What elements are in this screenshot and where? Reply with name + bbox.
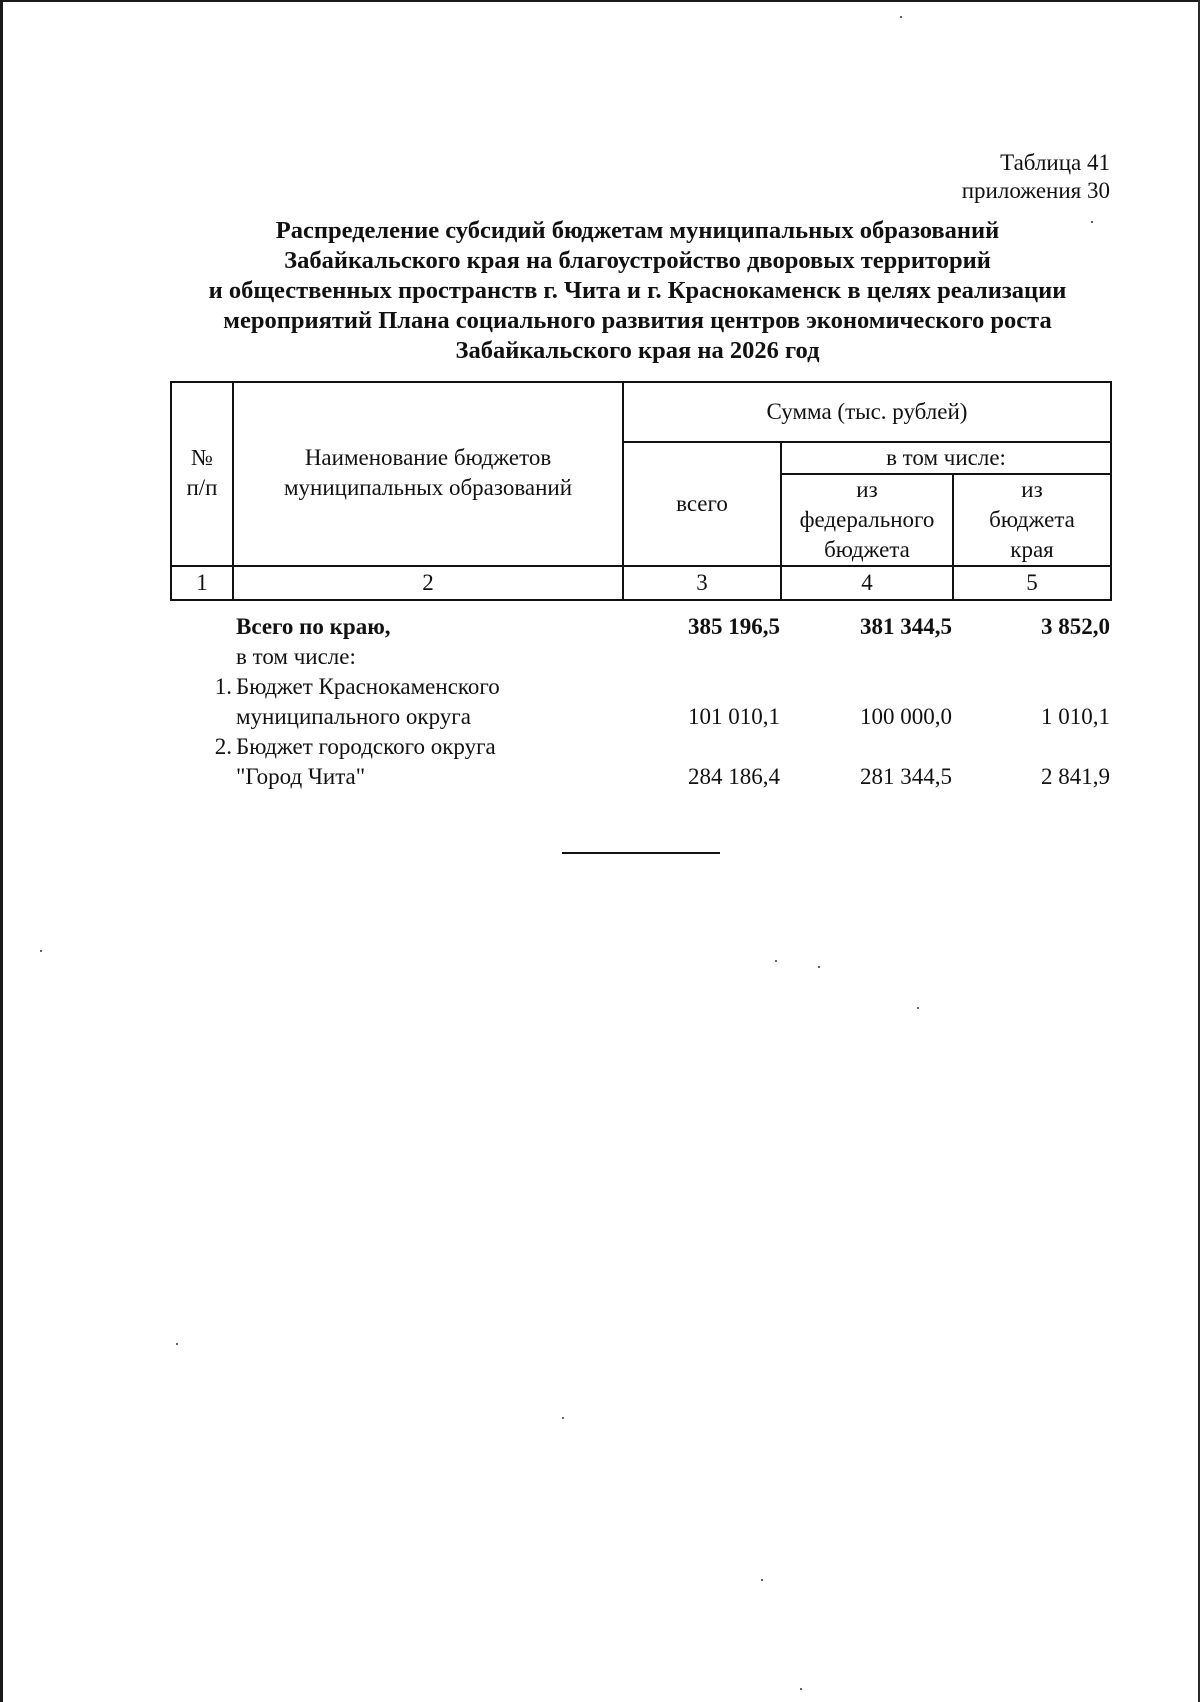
header-federal-line: бюджета — [824, 537, 910, 562]
row-regional: 2 841,9 — [1041, 764, 1110, 789]
scan-speck — [761, 1579, 763, 1581]
row-name-line: "Город Чита" — [236, 764, 366, 789]
header-total-cell: всего — [623, 442, 781, 566]
scan-speck — [900, 16, 902, 18]
title-line: мероприятий Плана социального развития центров экономического роста — [223, 307, 1052, 334]
column-number: 1 — [171, 566, 233, 600]
table-body — [170, 612, 1112, 792]
row-regional: 1 010,1 — [1041, 704, 1110, 729]
title-line: Забайкальского края на благоустройство дворовых территорий — [284, 247, 991, 274]
scan-speck — [818, 966, 820, 968]
title-line: Забайкальского края на 2026 год — [455, 337, 820, 364]
header-regional-line: бюджета — [989, 507, 1075, 532]
scan-speck — [800, 1688, 802, 1690]
end-divider — [562, 852, 720, 854]
including-row — [170, 642, 1112, 672]
row-number: 1. — [214, 674, 232, 699]
total-federal: 381 344,5 — [860, 614, 952, 639]
row-name-line: Бюджет городского округа — [236, 734, 496, 759]
appendix-number: приложения 30 — [961, 178, 1110, 203]
column-number: 3 — [623, 566, 781, 600]
document-title — [170, 216, 1105, 366]
table-number: Таблица 41 — [1000, 150, 1110, 175]
header-sum-cell: Сумма (тыс. рублей) — [623, 382, 1111, 442]
scan-speck — [40, 950, 42, 952]
header-name-line: муниципальных образований — [283, 475, 573, 500]
total-sum: 385 196,5 — [688, 614, 780, 639]
table-row — [170, 702, 1112, 732]
total-regional: 3 852,0 — [1041, 614, 1110, 639]
row-total: 101 010,1 — [688, 704, 780, 729]
column-number: 2 — [233, 566, 623, 600]
table-row — [170, 672, 1112, 702]
total-label: Всего по краю, — [236, 614, 391, 639]
scan-speck — [562, 1417, 564, 1419]
header-including-cell: в том числе: — [781, 442, 1111, 474]
scan-edge-top — [0, 0, 1200, 2]
header-name-cell — [233, 382, 623, 566]
table-row — [170, 762, 1112, 792]
header-regional-line: из — [1021, 477, 1043, 502]
title-line: и общественных пространств г. Чита и г. Краснокаменск в целях реализации — [208, 277, 1067, 304]
row-total: 284 186,4 — [688, 764, 780, 789]
header-regional-cell — [953, 474, 1111, 566]
header-name-line: Наименование бюджетов — [304, 445, 552, 470]
row-name-line: Бюджет Краснокаменского — [236, 674, 500, 699]
table-header — [170, 381, 1112, 601]
table-row — [170, 732, 1112, 762]
header-regional-line: края — [1010, 537, 1054, 562]
column-number: 5 — [953, 566, 1111, 600]
scan-speck — [775, 960, 777, 962]
scan-speck — [176, 1343, 178, 1345]
row-name-line: муниципального округа — [236, 704, 471, 729]
scan-speck — [1091, 221, 1093, 223]
total-row — [170, 612, 1112, 642]
header-federal-line: из — [856, 477, 878, 502]
scan-edge-left — [0, 0, 3, 1702]
header-federal-line: федерального — [799, 507, 935, 532]
row-federal: 281 344,5 — [860, 764, 952, 789]
scan-speck — [917, 1007, 919, 1009]
row-number: 2. — [214, 734, 232, 759]
including-label: в том числе: — [236, 644, 356, 669]
title-line: Распределение субсидий бюджетам муниципальных образований — [275, 217, 1000, 244]
header-number-cell — [171, 382, 233, 566]
header-federal-cell — [781, 474, 953, 566]
column-number: 4 — [781, 566, 953, 600]
row-federal: 100 000,0 — [860, 704, 952, 729]
column-number-row — [171, 566, 1111, 600]
header-number-sign: № — [191, 445, 213, 470]
header-number-abbr: п/п — [186, 475, 218, 500]
